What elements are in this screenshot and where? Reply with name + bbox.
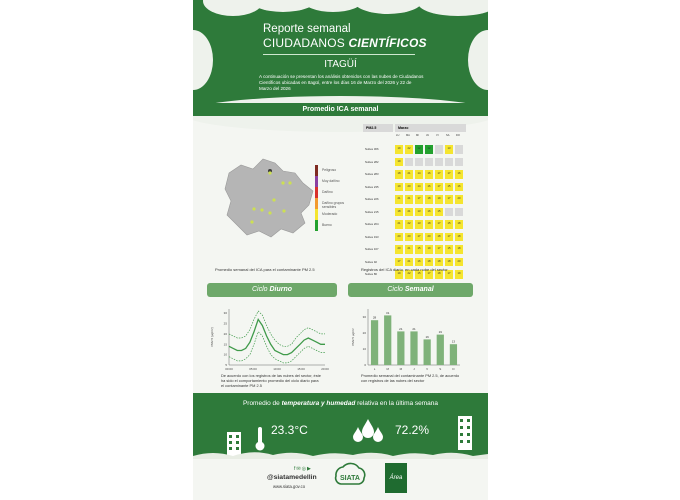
x-tick-label: M — [399, 367, 403, 371]
x-tick-label: S — [439, 367, 442, 371]
daily-cycle-chart — [207, 303, 335, 373]
table-row — [363, 243, 466, 256]
table-cell: 17 — [435, 183, 443, 192]
report-poster — [193, 0, 488, 500]
table-cell: 19 — [395, 183, 403, 192]
table-cell: 17 — [445, 270, 453, 279]
building-icon — [458, 416, 472, 450]
table-row-label: Nubes 282 — [365, 159, 379, 164]
table-cell: 19 — [395, 270, 403, 279]
daily-cycle-series-line — [229, 319, 325, 354]
table-cell: 16 — [425, 170, 433, 179]
table-cell: 21 — [405, 208, 413, 217]
map-cloud-marker — [260, 208, 263, 211]
table-cell: 15 — [435, 208, 443, 217]
table-cell: 18 — [425, 195, 433, 204]
table-cell: 18 — [435, 258, 443, 267]
table-cell: 17 — [435, 245, 443, 254]
x-tick-label: J — [413, 367, 415, 371]
table-cell: 13 — [445, 145, 453, 154]
table-caption: Registros del ICA diario, en cada nube del sector — [361, 267, 448, 272]
daily-cycle-note: De acuerdo con los registros de las nubes del sector, éste ha sido el comportamiento promedio del ciclo diario para el contaminante PM 2.5 — [221, 373, 321, 388]
table-cell — [455, 145, 463, 154]
table-cell: 15 — [415, 270, 423, 279]
table-cell: 19 — [425, 245, 433, 254]
social-handle[interactable]: @siatamedellin — [267, 474, 317, 481]
table-cell: 17 — [425, 270, 433, 279]
table-cell: 12 — [425, 145, 433, 154]
y-axis-label: PM2.5 µg/m³ — [351, 328, 355, 346]
x-tick-label: V — [426, 367, 429, 371]
legend-swatch — [315, 176, 318, 187]
table-cell: 12 — [415, 145, 423, 154]
table-row — [363, 168, 466, 181]
area-metropolitana-logo: Área — [385, 463, 407, 493]
table-cell: 16 — [455, 170, 463, 179]
bar-data-label: 28 — [372, 315, 377, 320]
table-cell: 17 — [415, 233, 423, 242]
table-row — [363, 206, 466, 219]
table-row — [363, 143, 466, 156]
legend-label: Muy dañino — [322, 179, 340, 183]
table-cell: 16 — [415, 258, 423, 267]
table-day-header: VI — [436, 134, 439, 137]
table-cell: 22 — [405, 145, 413, 154]
table-day-header: LU — [396, 134, 400, 137]
title-divider — [263, 54, 415, 55]
table-cell: 20 — [405, 183, 413, 192]
table-cell: 21 — [395, 220, 403, 229]
city-name: ITAGÜÍ — [324, 59, 357, 70]
table-cell: 17 — [395, 258, 403, 267]
table-cell: 20 — [425, 233, 433, 242]
map-cloud-marker — [250, 220, 253, 223]
table-cell: 18 — [425, 258, 433, 267]
table-cell: 15 — [445, 183, 453, 192]
table-row-label: Nubes 226 — [365, 197, 379, 201]
table-cell: 18 — [435, 233, 443, 242]
website-link[interactable]: www.siata.gov.co — [273, 484, 306, 489]
map-cloud-marker — [281, 181, 284, 184]
y-tick-label: 30 — [223, 311, 227, 316]
table-cell: 16 — [425, 183, 433, 192]
table-cell: 20 — [455, 195, 463, 204]
legend-swatch — [315, 165, 318, 176]
table-row-label: Nubes 193 — [365, 234, 379, 239]
weekly-bar — [450, 344, 457, 365]
table-cell: 15 — [445, 220, 453, 229]
map-cloud-marker — [268, 211, 271, 214]
table-cell: 15 — [445, 245, 453, 254]
table-cell — [455, 158, 463, 167]
weekly-cycle-note: Promedio semanal del contaminante PM 2.5, de acuerdo con registros de las nubes del sector — [361, 373, 460, 383]
table-day-header: SA — [446, 134, 450, 137]
table-cell: 18 — [395, 170, 403, 179]
table-cell: 17 — [435, 170, 443, 179]
humidity-value: 72.2% — [395, 423, 430, 437]
y-axis-label: PM2.5 [µg/m³] — [210, 327, 214, 347]
table-cell — [445, 208, 453, 217]
table-row-label: Nubes 92 — [365, 259, 377, 264]
table-day-header: DO — [456, 134, 460, 137]
weekly-bar — [397, 331, 404, 365]
legend-swatch — [315, 220, 318, 231]
map-cloud-marker — [252, 207, 255, 210]
table-cell: 17 — [445, 233, 453, 242]
table-cell — [455, 208, 463, 217]
x-tick-label: 05:00 — [249, 367, 257, 371]
y-tick-label: 10 — [223, 352, 227, 357]
daily-cycle-title: Ciclo Diurno — [207, 283, 337, 297]
table-cell: 16 — [425, 208, 433, 217]
legend-swatch — [315, 209, 318, 220]
weekly-bar — [384, 315, 391, 365]
table-row — [363, 193, 466, 206]
table-row — [363, 231, 466, 244]
table-cell: 13 — [415, 220, 423, 229]
bar-data-label: 21 — [399, 326, 403, 331]
weekly-bar — [424, 339, 431, 365]
table-cell: 20 — [405, 233, 413, 242]
table-cell: 17 — [435, 220, 443, 229]
table-cell: 16 — [455, 183, 463, 192]
daily-cycle-series-line — [229, 311, 325, 346]
bar-data-label: 21 — [412, 326, 416, 331]
y-tick-label: 15 — [223, 342, 227, 347]
table-row-label: Nubes 215 — [365, 209, 379, 214]
y-tick-label: 20 — [223, 331, 227, 336]
table-cell — [425, 158, 433, 167]
table-cell: 17 — [445, 195, 453, 204]
legend-swatch — [315, 198, 318, 209]
table-cell: 21 — [405, 195, 413, 204]
report-subtitle: CIUDADANOS CIENTÍFICOS — [263, 36, 427, 50]
table-cell: 22 — [405, 270, 413, 279]
table-cell: 19 — [395, 145, 403, 154]
map-caption: Promedio semanal del ICA para el contaminante PM 2.5 — [215, 267, 315, 272]
table-cell: 17 — [445, 170, 453, 179]
legend-label: Moderado — [322, 212, 338, 216]
legend-label: Dañino grupos sensibles — [322, 201, 345, 209]
daily-cycle-series-line — [229, 332, 325, 363]
table-row-label: Nubes 86 — [365, 272, 377, 276]
table-cell — [435, 158, 443, 167]
map-cloud-marker — [272, 198, 275, 201]
weekly-bar — [371, 320, 378, 365]
table-cell: 20 — [395, 245, 403, 254]
table-cell: 19 — [395, 158, 403, 167]
y-tick-label: 30 — [362, 315, 366, 319]
table-cell: 21 — [395, 195, 403, 204]
table-row-label: Nubes 306 — [365, 147, 379, 151]
table-cell: 22 — [405, 220, 413, 229]
weekly-cycle-chart — [348, 303, 473, 373]
table-cell — [445, 158, 453, 167]
table-cell: 21 — [405, 258, 413, 267]
weekly-bar — [437, 335, 444, 365]
x-tick-label: 00:00 — [225, 367, 233, 371]
table-cell: 18 — [455, 233, 463, 242]
table-month-header: Marzo — [395, 124, 466, 132]
table-row — [363, 218, 466, 231]
table-cell: 20 — [455, 258, 463, 267]
ica-section-title: Promedio ICA semanal — [193, 103, 488, 116]
itagui-map — [223, 153, 315, 243]
table-row-label: Nubes 235 — [365, 184, 379, 189]
weekly-cycle-title: Ciclo Semanal — [348, 283, 473, 297]
x-tick-label: M — [386, 367, 389, 371]
bar-data-label: 19 — [438, 330, 442, 335]
table-row-label: Nubes 204 — [365, 222, 379, 226]
legend-swatch — [315, 187, 318, 198]
siata-logo-text: SIATA — [340, 475, 360, 482]
temperature-value: 23.3°C — [271, 423, 308, 437]
x-tick-label: 10:00 — [273, 367, 281, 371]
table-row-label: Nubes 167 — [365, 247, 379, 251]
table-cell — [435, 145, 443, 154]
table-cell: 14 — [415, 183, 423, 192]
table-cell: 21 — [405, 170, 413, 179]
siata-logo — [333, 462, 367, 488]
y-tick-label: 5 — [225, 363, 227, 367]
y-tick-label: 0 — [364, 363, 366, 367]
y-tick-label: 10 — [362, 347, 366, 351]
x-tick-label: 20:00 — [321, 367, 329, 371]
intro-text: A continuación se presentan los análisis obtenidos con las nubes de Ciudadanos Científicos ubicadas en Itagüí, entre los días 16 de Marzo del 2026 y 22 de Marzo del 2026 — [259, 74, 424, 91]
table-cell — [405, 158, 413, 167]
table-row — [363, 181, 466, 194]
humidity-drops-icon — [351, 419, 385, 445]
table-cell: 14 — [415, 170, 423, 179]
legend-label: Bueno — [322, 223, 332, 227]
social-icons[interactable]: f✉◎▶ — [294, 466, 312, 472]
table-cell: 18 — [455, 220, 463, 229]
legend-label: Dañino — [322, 190, 333, 194]
table-cell: 19 — [435, 195, 443, 204]
table-cell: 18 — [395, 208, 403, 217]
report-title: Reporte semanal — [263, 23, 351, 35]
bar-data-label: 13 — [451, 339, 456, 344]
y-tick-label: 25 — [223, 321, 227, 326]
table-cell: 18 — [445, 258, 453, 267]
table-day-header: MA — [406, 134, 410, 137]
map-cloud-marker — [282, 209, 285, 212]
table-cell: 15 — [415, 245, 423, 254]
bar-data-label: 16 — [425, 334, 429, 339]
table-cell: 20 — [395, 233, 403, 242]
x-tick-label: L — [373, 367, 376, 371]
table-cell: 21 — [405, 245, 413, 254]
table-day-header: JU — [426, 134, 430, 137]
map-cloud-marker — [288, 181, 291, 184]
table-row-label: Nubes 283 — [365, 172, 379, 176]
bar-data-label: 31 — [386, 310, 390, 315]
table-row — [363, 156, 466, 169]
table-pollutant-header: PM2.5 — [363, 124, 393, 132]
table-cell: 17 — [415, 195, 423, 204]
table-cell: 19 — [455, 270, 463, 279]
weather-title: Promedio de temperatura y humedad relativa en la última semana — [242, 400, 439, 407]
x-tick-label: D — [452, 367, 455, 371]
table-cell — [415, 158, 423, 167]
y-tick-label: 20 — [362, 331, 366, 335]
table-cell: 13 — [415, 208, 423, 217]
table-cell: 18 — [435, 270, 443, 279]
table-cell: 18 — [425, 220, 433, 229]
table-day-header: MI — [416, 134, 419, 137]
weekly-bar — [410, 331, 417, 365]
x-tick-label: 15:00 — [297, 367, 305, 371]
table-cell: 18 — [455, 245, 463, 254]
map-cloud-marker — [268, 171, 271, 174]
legend-label: Peligroso — [322, 168, 337, 172]
